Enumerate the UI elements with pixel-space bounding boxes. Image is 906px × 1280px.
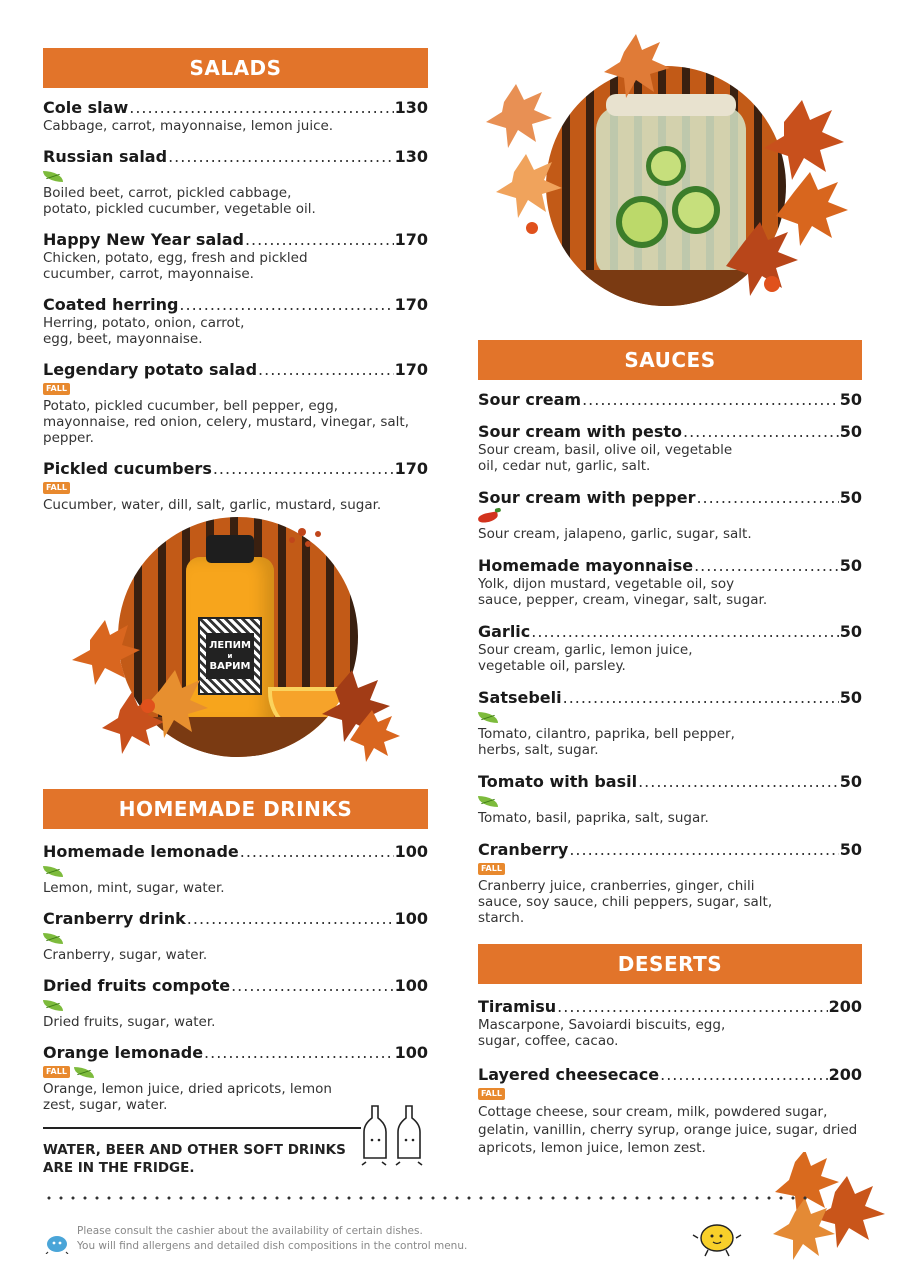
- item-price: 50: [839, 556, 862, 575]
- item-name: Happy New Year salad: [43, 230, 244, 249]
- item-name: Sour cream with pepper: [478, 488, 696, 507]
- menu-item: [43, 976, 428, 1030]
- sauces-header: SAUCES: [478, 340, 862, 380]
- vegan-leaf-icon: [43, 1000, 63, 1011]
- item-name: Cole slaw: [43, 98, 129, 117]
- menu-item: [43, 147, 428, 217]
- dot-leader: [531, 622, 838, 642]
- info-mascot-icon: [44, 1232, 70, 1254]
- drinks-header: HOMEMADE DRINKS: [43, 789, 428, 829]
- maple-leaves-decoration: [755, 1152, 900, 1262]
- autumn-leaves-decoration: [60, 510, 410, 780]
- item-price: 50: [839, 390, 862, 409]
- item-description: Yolk, dijon mustard, vegetable oil, soy sauce, pepper, cream, vinegar, salt, sugar.: [478, 576, 768, 608]
- item-description: Lemon, mint, sugar, water.: [43, 880, 225, 896]
- label-text-3: ВАРИМ: [209, 661, 251, 672]
- item-name: Tiramisu: [478, 997, 557, 1016]
- dot-leader: [187, 909, 394, 929]
- dot-leader: [582, 390, 839, 410]
- dot-leader: [694, 556, 839, 576]
- menu-item: [43, 98, 428, 134]
- item-name: Garlic: [478, 622, 531, 641]
- lemon-mascot-icon: [692, 1220, 742, 1258]
- label-text-2: и: [227, 652, 233, 660]
- fall-badge: FALL: [43, 383, 70, 395]
- item-name: Sour cream with pesto: [478, 422, 682, 441]
- salads-header: SALADS: [43, 48, 428, 88]
- vegan-leaf-icon: [43, 933, 63, 944]
- fall-badge: FALL: [478, 863, 505, 875]
- dot-leader: [245, 230, 394, 250]
- item-name: Pickled cucumbers: [43, 459, 212, 478]
- item-description: Cranberry, sugar, water.: [43, 947, 208, 963]
- item-description: Potato, pickled cucumber, bell pepper, egg, mayonnaise, red onion, celery, mustard, vinegar, salt, pepper.: [43, 398, 410, 446]
- menu-item: [478, 997, 862, 1049]
- menu-item: [43, 459, 428, 513]
- item-name: Homemade lemonade: [43, 842, 239, 861]
- sauces-section: [478, 340, 862, 926]
- item-name: Legendary potato salad: [43, 360, 258, 379]
- menu-item: [478, 488, 862, 542]
- item-name: Homemade mayonnaise: [478, 556, 694, 575]
- menu-item: [43, 295, 428, 347]
- dot-leader: [231, 976, 394, 996]
- item-description: Cabbage, carrot, mayonnaise, lemon juice.: [43, 118, 334, 134]
- item-name: Tomato with basil: [478, 772, 638, 791]
- item-description: Cranberry juice, cranberries, ginger, chili sauce, soy sauce, chili peppers, sugar, salt, starch.: [478, 878, 773, 926]
- item-price: 170: [394, 230, 428, 249]
- vegan-leaf-icon: [478, 712, 498, 723]
- menu-item: [478, 1065, 862, 1157]
- item-name: Layered cheesecace: [478, 1065, 660, 1084]
- vegan-leaf-icon: [43, 866, 63, 877]
- autumn-leaves-decoration: [484, 32, 864, 332]
- dot-leader: [696, 488, 838, 508]
- item-name: Satsebeli: [478, 688, 562, 707]
- label-text-1: ЛЕПИМ: [209, 640, 251, 651]
- dot-leader: [168, 147, 394, 167]
- item-description: Sour cream, jalapeno, garlic, sugar, salt.: [478, 526, 752, 542]
- item-price: 50: [839, 622, 862, 641]
- item-name: Cranberry drink: [43, 909, 186, 928]
- item-price: 200: [828, 997, 862, 1016]
- item-name: Coated herring: [43, 295, 179, 314]
- menu-item: [478, 622, 862, 674]
- dot-leader: [569, 840, 838, 860]
- dot-leader: [557, 997, 827, 1017]
- item-description: Herring, potato, onion, carrot, egg, beet, mayonnaise.: [43, 315, 245, 347]
- item-price: 50: [839, 772, 862, 791]
- item-price: 100: [394, 976, 428, 995]
- item-price: 130: [394, 147, 428, 166]
- fall-badge: FALL: [43, 1066, 70, 1078]
- item-price: 130: [394, 98, 428, 117]
- item-description: Sour cream, basil, olive oil, vegetable oil, cedar nut, garlic, salt.: [478, 442, 733, 474]
- fridge-note-line-1: WATER, BEER AND OTHER SOFT DRINKS: [43, 1142, 346, 1158]
- item-description: Orange, lemon juice, dried apricots, lemon zest, sugar, water.: [43, 1081, 332, 1113]
- item-price: 100: [394, 842, 428, 861]
- item-description: Cucumber, water, dill, salt, garlic, mustard, sugar.: [43, 497, 382, 513]
- item-price: 100: [394, 1043, 428, 1062]
- item-description: Cottage cheese, sour cream, milk, powdered sugar, gelatin, vanillin, cherry syrup, orange juice, sugar, dried apricots, lemon juice, lemon zest.: [478, 1104, 858, 1156]
- footer-note: [77, 1224, 467, 1254]
- dot-leader: [683, 422, 839, 442]
- item-description: Mascarpone, Savoiardi biscuits, egg, sugar, coffee, cacao.: [478, 1017, 726, 1049]
- menu-item: [43, 230, 428, 282]
- divider: [43, 1127, 361, 1129]
- dot-leader: [129, 98, 393, 118]
- dot-leader: [240, 842, 394, 862]
- menu-item: [43, 360, 428, 446]
- deserts-header: DESERTS: [478, 944, 862, 984]
- item-name: Sour cream: [478, 390, 582, 409]
- item-price: 50: [839, 422, 862, 441]
- item-description: Tomato, basil, paprika, salt, sugar.: [478, 810, 709, 826]
- dot-leader: [638, 772, 839, 792]
- menu-item: [478, 422, 862, 474]
- dot-leader: [179, 295, 393, 315]
- item-description: Dried fruits, sugar, water.: [43, 1014, 216, 1030]
- bottles-doodle-icon: [358, 1104, 428, 1166]
- dot-leader: [258, 360, 394, 380]
- item-price: 50: [839, 840, 862, 859]
- item-description: Sour cream, garlic, lemon juice, vegetable oil, parsley.: [478, 642, 693, 674]
- item-price: 170: [394, 295, 428, 314]
- item-name: Orange lemonade: [43, 1043, 204, 1062]
- menu-item: [478, 688, 862, 758]
- dot-leader: [563, 688, 839, 708]
- dot-leader: [204, 1043, 394, 1063]
- item-price: 170: [394, 459, 428, 478]
- dot-leader: [213, 459, 394, 479]
- dotted-divider: [43, 1196, 813, 1200]
- item-price: 50: [839, 488, 862, 507]
- item-description: Chicken, potato, egg, fresh and pickled cucumber, carrot, mayonnaise.: [43, 250, 308, 282]
- fall-badge: FALL: [43, 482, 70, 494]
- dot-leader: [660, 1065, 827, 1085]
- vegan-leaf-icon: [74, 1067, 94, 1078]
- item-price: 200: [828, 1065, 862, 1084]
- vegan-leaf-icon: [43, 171, 63, 182]
- footer-line-1: Please consult the cashier about the availability of certain dishes.: [77, 1225, 423, 1237]
- fall-badge: FALL: [478, 1088, 505, 1100]
- spicy-chili-icon: [477, 511, 498, 523]
- item-name: Cranberry: [478, 840, 569, 859]
- menu-item: [478, 556, 862, 608]
- fridge-note-line-2: ARE IN THE FRIDGE.: [43, 1160, 195, 1176]
- deserts-section: [478, 944, 862, 1157]
- menu-item: [478, 840, 862, 926]
- menu-item: [43, 909, 428, 963]
- footer-line-2: You will find allergens and detailed dish compositions in the control menu.: [77, 1240, 468, 1252]
- vegan-leaf-icon: [478, 796, 498, 807]
- item-price: 170: [394, 360, 428, 379]
- item-description: Tomato, cilantro, paprika, bell pepper, herbs, salt, sugar.: [478, 726, 735, 758]
- item-description: Boiled beet, carrot, pickled cabbage, potato, pickled cucumber, vegetable oil.: [43, 185, 316, 217]
- menu-item: [478, 772, 862, 826]
- item-name: Dried fruits compote: [43, 976, 231, 995]
- item-price: 100: [394, 909, 428, 928]
- item-name: Russian salad: [43, 147, 168, 166]
- left-column: [43, 48, 428, 513]
- menu-item: [478, 390, 862, 410]
- menu-item: [43, 842, 428, 896]
- item-price: 50: [839, 688, 862, 707]
- menu-item: [43, 1043, 428, 1113]
